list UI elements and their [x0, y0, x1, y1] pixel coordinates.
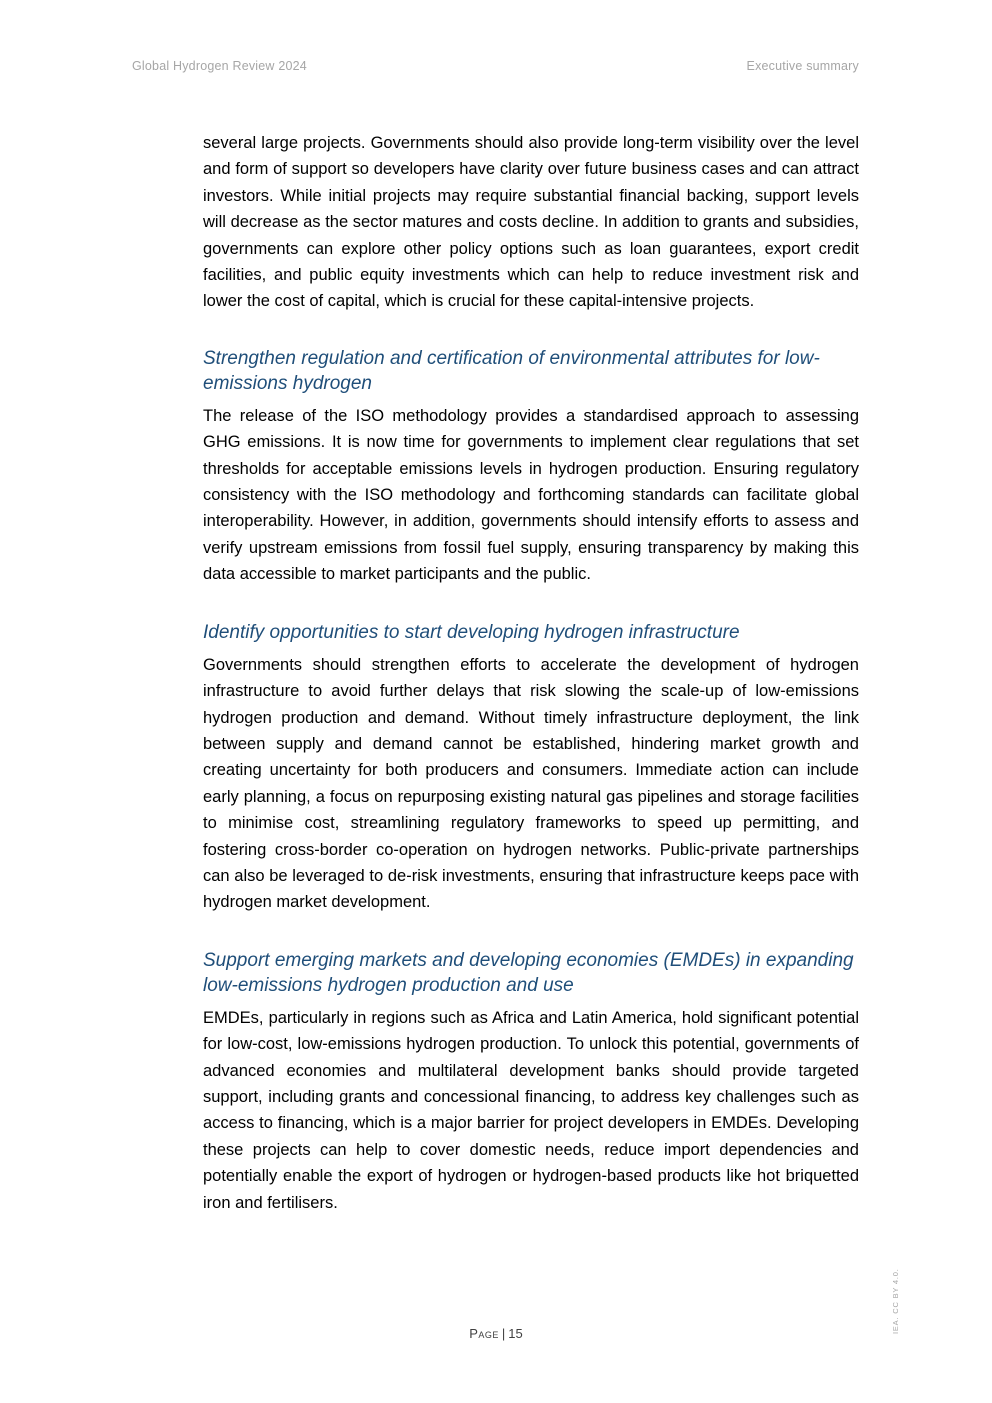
- section-body-emde: EMDEs, particularly in regions such as Africa and Latin America, hold significant potential for low-cost, low-emissions hydrogen production. To unlock this potential, governments of advanced economies and multilateral development banks should provide targeted support, including grants and concessional financing, to address key challenges such as access to financing, which is a major barrier for project developers in EMDEs. Developing these projects can help to cover domestic needs, reduce import dependencies and potentially enable the export of hydrogen or hydrogen-based products like hot briquetted iron and fertilisers.: [203, 1008, 859, 1212]
- section-body-regulation: The release of the ISO methodology provides a standardised approach to assessing GHG emissions. It is now time for governments to implement clear regulations that set thresholds for acceptable emissions levels in hydrogen production. Ensuring regulatory consistency with the ISO methodology and forthcoming standards can facilitate global interoperability. However, in addition, governments should intensify efforts to assess and verify upstream emissions from fossil fuel supply, ensuring transparency by making this data accessible to market participants and the public.: [203, 406, 859, 584]
- section-heading-infrastructure: Identify opportunities to start developing hydrogen infrastructure: [203, 621, 740, 643]
- section-heading-emde: Support emerging markets and developing economies (EMDEs) in expanding low-emissions hydrogen production and use: [203, 949, 854, 996]
- page-separator: |: [501, 1326, 506, 1341]
- license-credit: IEA. CC BY 4.0.: [891, 1268, 900, 1334]
- running-header-title: Global Hydrogen Review 2024: [132, 59, 307, 73]
- running-header-section: Executive summary: [746, 59, 859, 73]
- page-footer: [0, 1326, 992, 1341]
- intro-paragraph: several large projects. Governments should also provide long-term visibility over the level and form of support so developers have clarity over future business cases and can attract investors. While initial projects may require substantial financial backing, support levels will decrease as the sector matures and costs decline. In addition to grants and subsidies, governments can explore other policy options such as loan guarantees, export credit facilities, and public equity investments which can help to reduce investment risk and lower the cost of capital, which is crucial for these capital-intensive projects.: [203, 134, 859, 311]
- page-label: Page: [469, 1326, 499, 1341]
- page-content: [203, 130, 859, 1216]
- page-number: 15: [508, 1326, 523, 1341]
- section-heading-regulation: Strengthen regulation and certification of environmental attributes for low-emissions hydrogen: [203, 347, 820, 394]
- section-body-infrastructure: Governments should strengthen efforts to accelerate the development of hydrogen infrastructure to avoid further delays that risk slowing the scale-up of low-emissions hydrogen production and demand. Without timely infrastructure deployment, the link between supply and demand cannot be established, hindering market growth and creating uncertainty for both producers and consumers. Immediate action can include early planning, a focus on repurposing existing natural gas pipelines and storage facilities to minimise cost, streamlining regulatory frameworks to speed up permitting, and fostering cross-border co-operation on hydrogen networks. Public-private partnerships can also be leveraged to de-risk investments, ensuring that infrastructure keeps pace with hydrogen market development.: [203, 655, 859, 912]
